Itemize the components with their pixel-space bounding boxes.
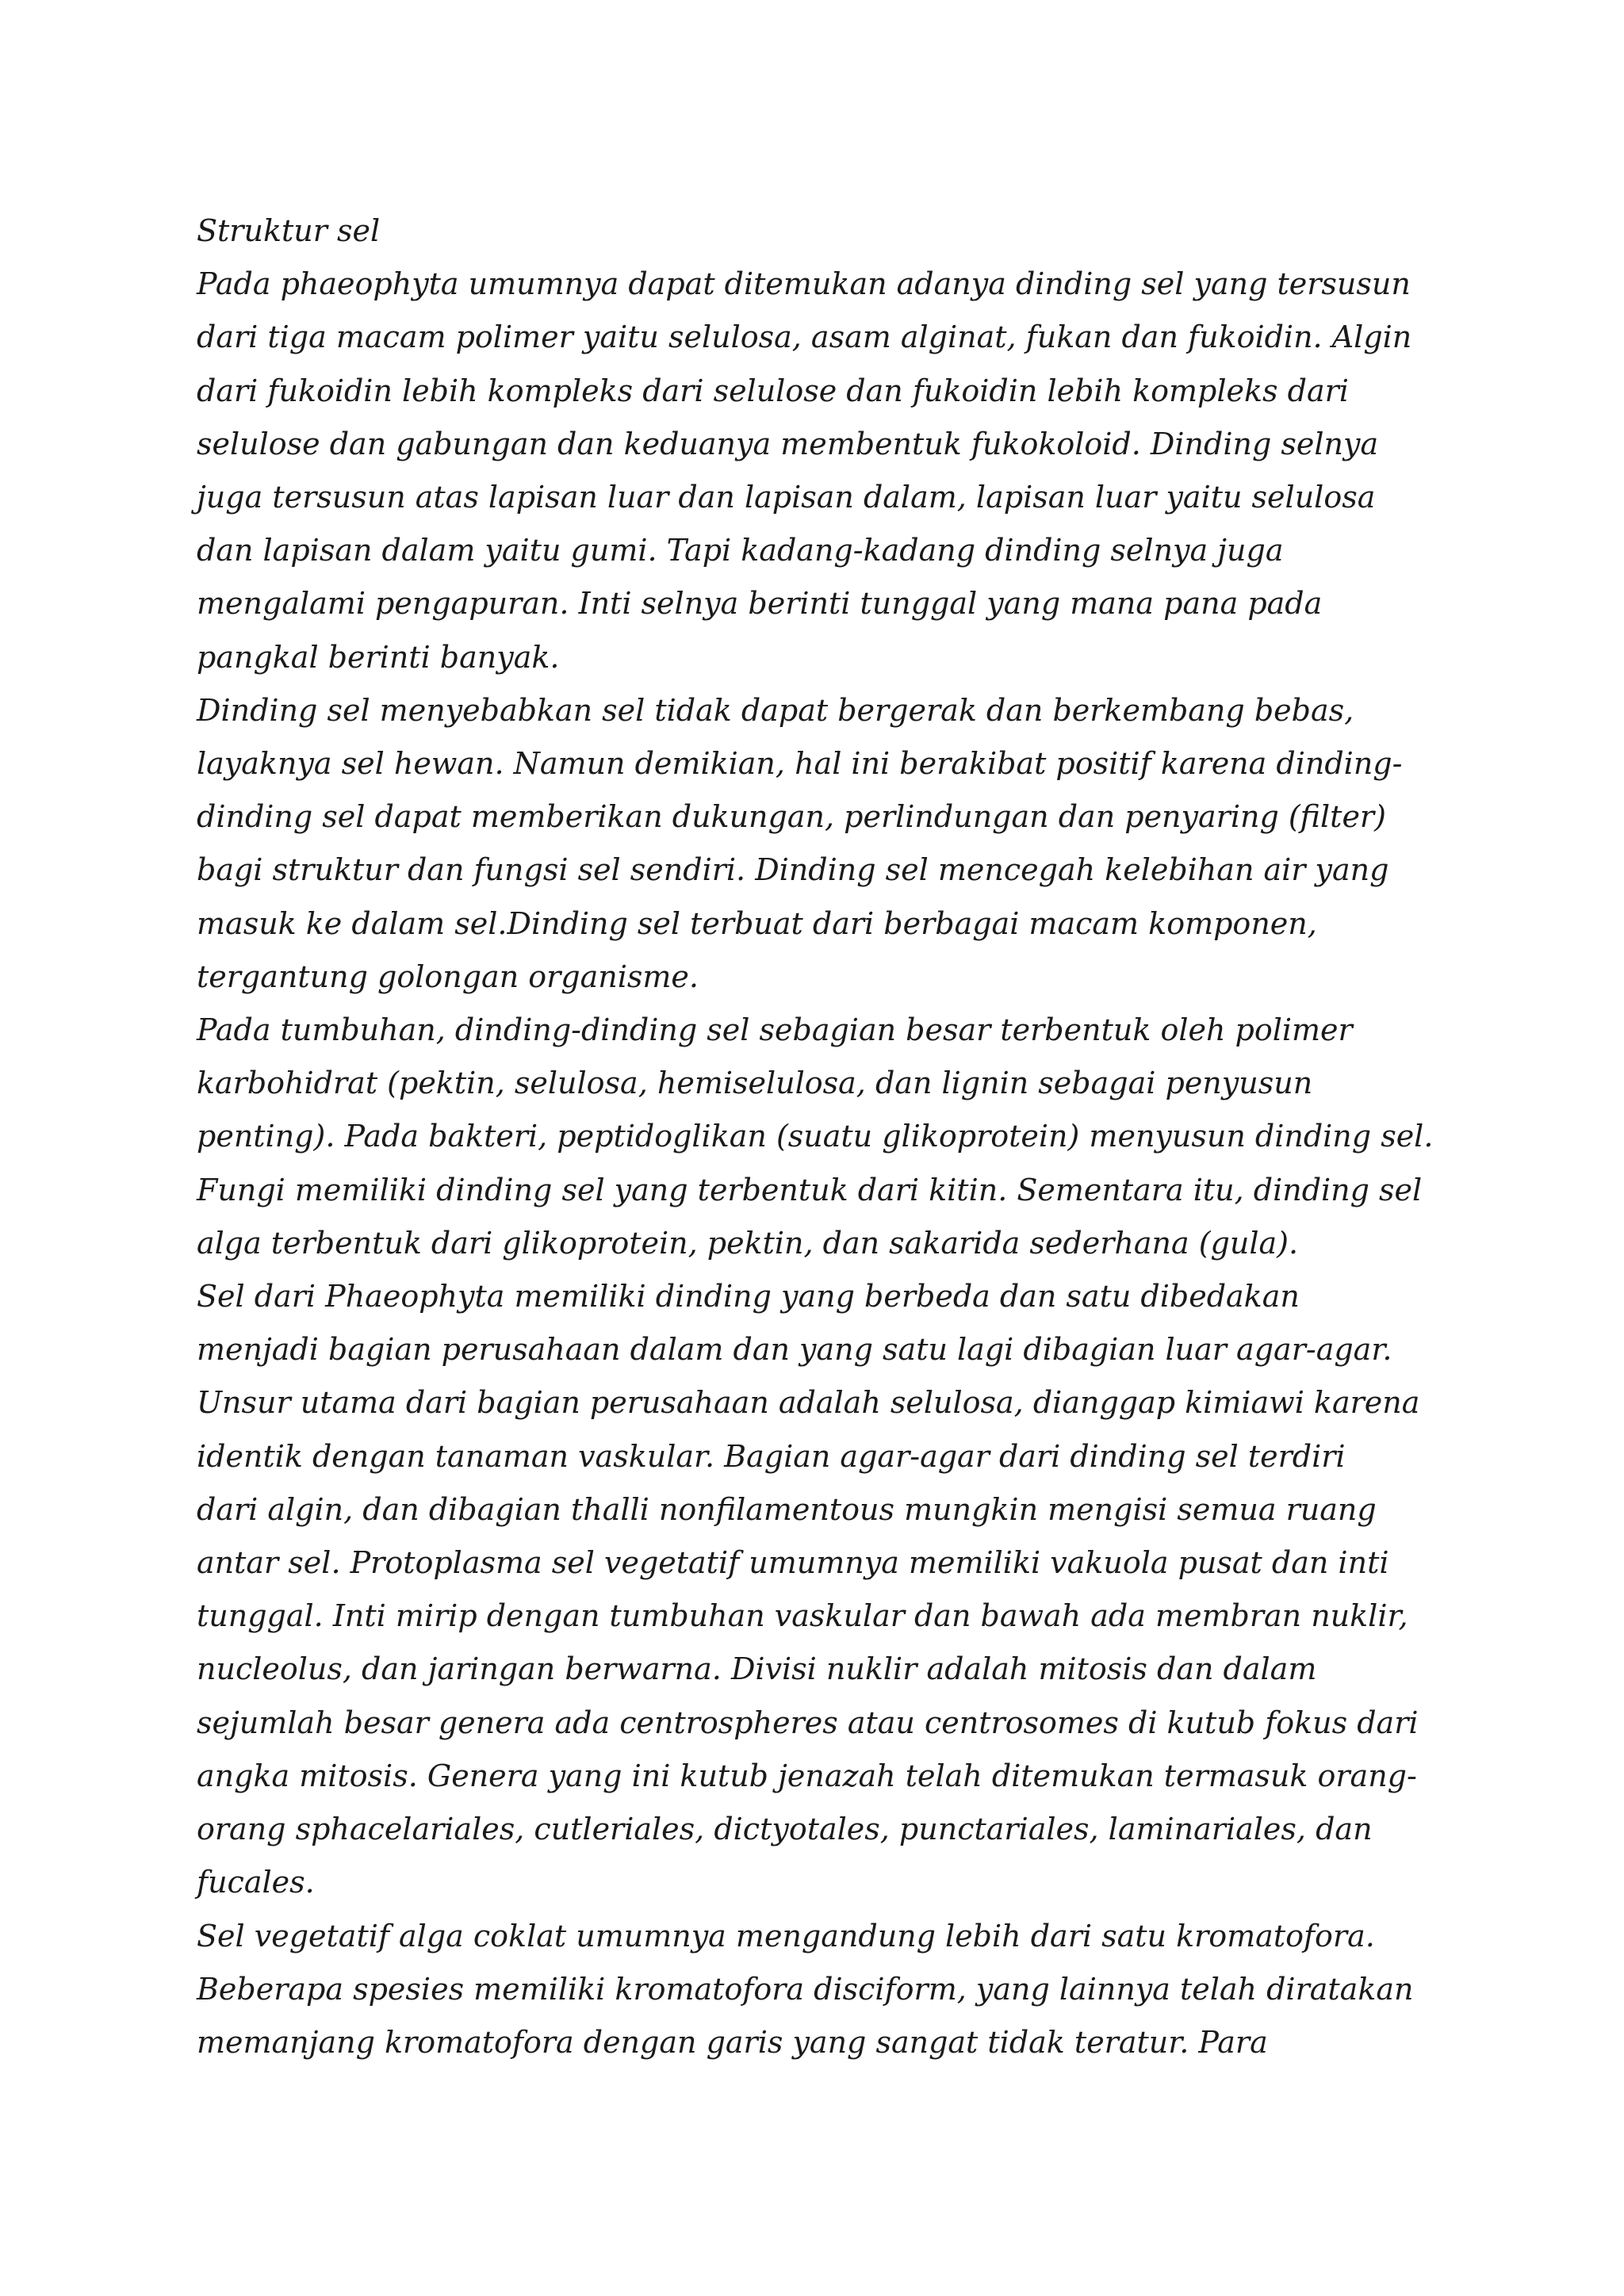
- text-line: Pada tumbuhan, dinding-dinding sel sebagian besar terbentuk oleh polimer: [197, 1012, 1353, 1048]
- text-line: memanjang kromatofora dengan garis yang sangat tidak teratur. Para: [197, 2024, 1268, 2060]
- text-line: tunggal. Inti mirip dengan tumbuhan vaskular dan bawah ada membran nuklir,: [197, 1598, 1408, 1634]
- document-body: [197, 205, 1450, 2069]
- text-line: dinding sel dapat memberikan dukungan, perlindungan dan penyaring (filter): [197, 799, 1386, 835]
- text-line: dan lapisan dalam yaitu gumi. Tapi kadang-kadang dinding selnya juga: [197, 533, 1284, 568]
- text-line: selulose dan gabungan dan keduanya membentuk fukokoloid. Dinding selnya: [197, 426, 1379, 461]
- text-line: Beberapa spesies memiliki kromatofora disciform, yang lainnya telah diratakan: [197, 1971, 1414, 2007]
- text-line: alga terbentuk dari glikoprotein, pektin, dan sakarida sederhana (gula).: [197, 1225, 1299, 1261]
- text-line: bagi struktur dan fungsi sel sendiri. Dinding sel mencegah kelebihan air yang: [197, 852, 1389, 888]
- text-line: sejumlah besar genera ada centrospheres atau centrosomes di kutub fokus dari: [197, 1705, 1419, 1740]
- text-line: Pada phaeophyta umumnya dapat ditemukan adanya dinding sel yang tersusun: [197, 266, 1411, 302]
- text-line: identik dengan tanaman vaskular. Bagian agar-agar dari dinding sel terdiri: [197, 1438, 1346, 1474]
- text-line: Unsur utama dari bagian perusahaan adalah selulosa, dianggap kimiawi karena: [197, 1385, 1420, 1421]
- text-line: nucleolus, dan jaringan berwarna. Divisi nuklir adalah mitosis dan dalam: [197, 1651, 1317, 1687]
- text-line: orang sphacelariales, cutleriales, dictyotales, punctariales, laminariales, dan: [197, 1812, 1373, 1847]
- text-line: masuk ke dalam sel.Dinding sel terbuat dari berbagai macam komponen,: [197, 905, 1317, 941]
- text-line: fucales.: [197, 1865, 315, 1900]
- text-line: Dinding sel menyebabkan sel tidak dapat bergerak dan berkembang bebas,: [197, 692, 1354, 728]
- text-line: Sel dari Phaeophyta memiliki dinding yang berbeda dan satu dibedakan: [197, 1279, 1300, 1314]
- text-line: pangkal berinti banyak.: [197, 639, 560, 675]
- document-title: Struktur sel: [197, 213, 381, 248]
- text-line: Fungi memiliki dinding sel yang terbentuk dari kitin. Sementara itu, dinding sel: [197, 1172, 1423, 1207]
- text-line: angka mitosis. Genera yang ini kutub jenazah telah ditemukan termasuk orang-: [197, 1758, 1417, 1793]
- text-line: juga tersusun atas lapisan luar dan lapisan dalam, lapisan luar yaitu selulosa: [197, 480, 1376, 515]
- text-line: dari tiga macam polimer yaitu selulosa, asam alginat, fukan dan fukoidin. Algin: [197, 320, 1412, 355]
- text-line: antar sel. Protoplasma sel vegetatif umumnya memiliki vakuola pusat dan inti: [197, 1545, 1389, 1581]
- text-line: menjadi bagian perusahaan dalam dan yang satu lagi dibagian luar agar-agar.: [197, 1332, 1392, 1368]
- text-line: Sel vegetatif alga coklat umumnya mengandung lebih dari satu kromatofora.: [197, 1918, 1375, 1954]
- text-line: dari fukoidin lebih kompleks dari selulose dan fukoidin lebih kompleks dari: [197, 373, 1349, 408]
- text-line: karbohidrat (pektin, selulosa, hemiselulosa, dan lignin sebagai penyusun: [197, 1066, 1313, 1101]
- text-line: penting). Pada bakteri, peptidoglikan (suatu glikoprotein) menyusun dinding sel.: [197, 1119, 1434, 1154]
- text-line: dari algin, dan dibagian thalli nonfilamentous mungkin mengisi semua ruang: [197, 1491, 1377, 1527]
- text-line: tergantung golongan organisme.: [197, 959, 699, 994]
- text-line: mengalami pengapuran. Inti selnya berinti tunggal yang mana pana pada: [197, 586, 1323, 622]
- text-line: layaknya sel hewan. Namun demikian, hal ini berakibat positif karena dinding-: [197, 746, 1403, 782]
